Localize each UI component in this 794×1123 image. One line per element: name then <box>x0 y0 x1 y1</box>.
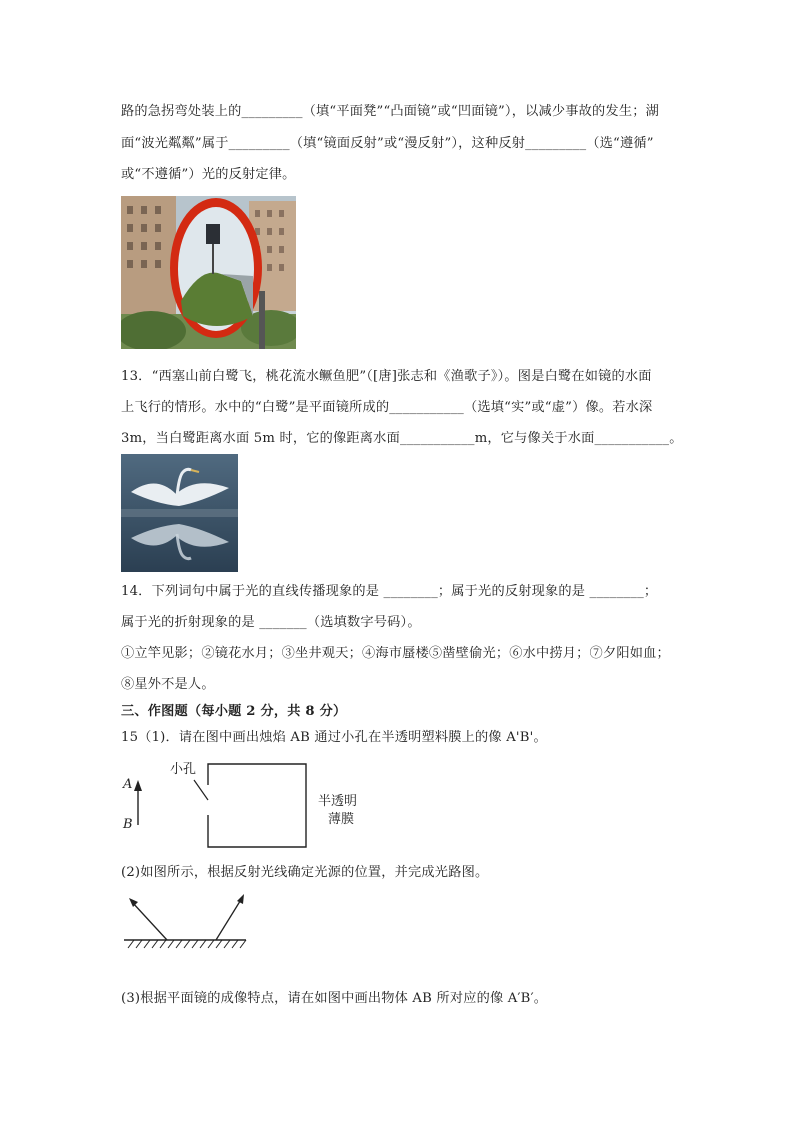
section-3-title: 三、作图题（每小题 2 分，共 8 分） <box>121 704 347 719</box>
convex-mirror-photo <box>121 196 296 349</box>
q15-part-1: 15（1)．请在图中画出烛焰 AB 通过小孔在半透明塑料膜上的像 A'B'。 <box>121 730 547 745</box>
film-label-2: 薄膜 <box>328 812 355 827</box>
q15-part-2: (2)如图所示，根据反射光线确定光源的位置，并完成光路图。 <box>121 865 489 880</box>
q14-line-2: 属于光的折射现象的是 _______（选填数字号码）。 <box>121 615 421 630</box>
q14-line-4: ⑧星外不是人。 <box>121 677 215 692</box>
label-b: B <box>123 817 133 832</box>
q14-line-3: ①立竿见影；②镜花水月；③坐井观天；④海市蜃楼⑤凿壁偷光；⑥水中捞月；⑦夕阳如血； <box>121 646 670 661</box>
q14-line-1: 14．下列词句中属于光的直线传播现象的是 ________；属于光的反射现象的是 ________； <box>121 584 658 599</box>
q12-line-2: 面“波光粼粼”属于_________（填“镜面反射”或“漫反射”），这种反射_________（选“遵循” <box>121 136 654 151</box>
egret-reflection-photo <box>121 454 238 572</box>
q13-line-3: 3m，当白鹭距离水面 5m 时，它的像距离水面___________m，它与像关于水面___________。 <box>121 431 683 446</box>
pinhole-label: 小孔 <box>170 762 197 777</box>
pinhole-figure <box>118 755 378 855</box>
label-a: A <box>123 777 133 792</box>
q15-part-3: (3)根据平面镜的成像特点，请在如图中画出物体 AB 所对应的像 A′B′。 <box>121 991 548 1006</box>
film-label-1: 半透明 <box>318 794 358 809</box>
q13-line-1: 13．“西塞山前白鹭飞，桃花流水鳜鱼肥”（[唐]张志和《渔歌子》）。图是白鹭在如镜的水面 <box>121 369 652 384</box>
reflection-figure <box>120 888 250 953</box>
q12-line-3: 或“不遵循”）光的反射定律。 <box>121 167 296 182</box>
q13-line-2: 上飞行的情形。水中的“白鹭”是平面镜所成的___________（选填“实”或“虚”）像。若水深 <box>121 400 653 415</box>
q12-line-1: 路的急拐弯处装上的_________（填“平面凳”“凸面镜”或“凹面镜”），以减少事故的发生；湖 <box>121 104 659 119</box>
